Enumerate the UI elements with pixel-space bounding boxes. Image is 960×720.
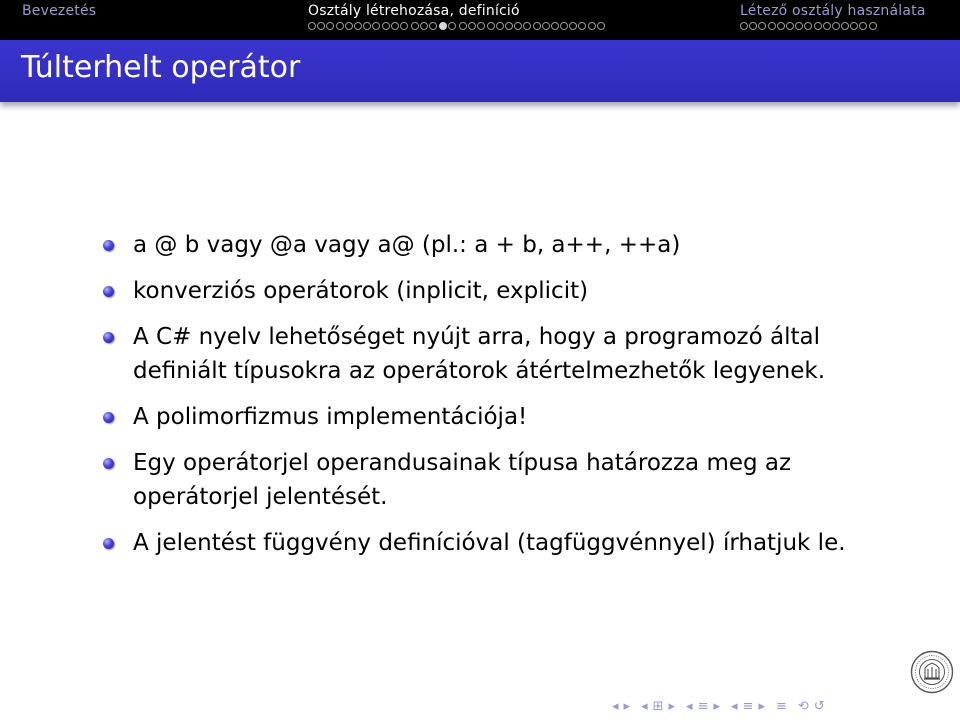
- frame-dot[interactable]: [560, 22, 568, 30]
- next-frame-icon[interactable]: ▸: [623, 699, 631, 714]
- frame-dot[interactable]: [786, 22, 794, 30]
- frame-dot[interactable]: [420, 22, 428, 30]
- frame-dot[interactable]: [496, 22, 504, 30]
- frame-dot[interactable]: [400, 22, 408, 30]
- frame-dot[interactable]: [391, 22, 399, 30]
- prev-subsection-icon[interactable]: ◂: [641, 699, 648, 714]
- prev-subsection-list-icon[interactable]: ◂: [731, 699, 738, 714]
- nav-section-bevezetes[interactable]: [22, 0, 262, 40]
- frame-dot[interactable]: [588, 22, 596, 30]
- prev-section-icon[interactable]: ◂: [686, 699, 693, 714]
- next-subsection-icon[interactable]: ▸: [668, 699, 676, 714]
- frame-dot[interactable]: [429, 22, 437, 30]
- nav-section-title[interactable]: Bevezetés: [22, 3, 97, 19]
- frame-title: Túlterhelt operátor: [21, 50, 301, 85]
- frame-dot[interactable]: [411, 22, 419, 30]
- bullet-text: konverziós operátorok (inplicit, explicit): [133, 278, 589, 304]
- frame-icon[interactable]: ⊞: [652, 699, 664, 714]
- frame-dot[interactable]: [505, 22, 513, 30]
- frame-dot[interactable]: [317, 22, 325, 30]
- back-icon[interactable]: ⟲: [797, 699, 809, 714]
- frame-dot[interactable]: [514, 22, 522, 30]
- frame-dot[interactable]: [804, 22, 812, 30]
- frame-dot[interactable]: [841, 22, 849, 30]
- bullet-item: [103, 228, 923, 262]
- frame-dot[interactable]: [363, 22, 371, 30]
- bullet-ball-icon: [103, 458, 114, 469]
- frame-dot[interactable]: [477, 22, 485, 30]
- frame-dot[interactable]: [814, 22, 822, 30]
- frame-dot[interactable]: [336, 22, 344, 30]
- frame-progress-dots[interactable]: [740, 22, 877, 32]
- frame-dot[interactable]: [869, 22, 877, 30]
- frame-dot[interactable]: [487, 22, 495, 30]
- frame-dot[interactable]: [382, 22, 390, 30]
- frame-dot[interactable]: [795, 22, 803, 30]
- bullet-item: [103, 274, 923, 308]
- frame-dot[interactable]: [758, 22, 766, 30]
- bullet-text: A C# nyelv lehetőséget nyújt arra, hogy a programozó által: [133, 324, 820, 350]
- frame-dot[interactable]: [345, 22, 353, 30]
- frame-dot[interactable]: [551, 22, 559, 30]
- frame-dot[interactable]: [777, 22, 785, 30]
- frame-progress-dots[interactable]: [308, 22, 605, 32]
- bullet-ball-icon: [103, 538, 114, 549]
- navigation-bar: [0, 0, 960, 40]
- frame-dot[interactable]: [523, 22, 531, 30]
- bullet-item: [103, 320, 923, 388]
- frame-dot[interactable]: [308, 22, 316, 30]
- frame-dot[interactable]: [578, 22, 586, 30]
- frame-dot[interactable]: [326, 22, 334, 30]
- frame-dot[interactable]: [569, 22, 577, 30]
- search-icon[interactable]: ↺: [813, 699, 825, 714]
- frame-dot[interactable]: [354, 22, 362, 30]
- frame-dot[interactable]: [749, 22, 757, 30]
- current-frame-dot[interactable]: [439, 22, 447, 30]
- frame-dot[interactable]: [468, 22, 476, 30]
- nav-section-letezo-osztaly[interactable]: [740, 0, 950, 40]
- frame-dot[interactable]: [597, 22, 605, 30]
- prev-frame-icon[interactable]: ◂: [612, 699, 619, 714]
- bullet-ball-icon: [103, 332, 114, 343]
- bullet-text-continued: definiált típusokra az operátorok átértelmezhetők legyenek.: [133, 358, 826, 384]
- next-subsection-list-icon[interactable]: ▸: [758, 699, 765, 714]
- next-section-icon[interactable]: ▸: [713, 699, 720, 714]
- bullet-text-continued: operátorjel jelentését.: [133, 484, 388, 510]
- nav-section-title[interactable]: Létező osztály használata: [740, 3, 926, 19]
- section-icon[interactable]: ≡: [697, 699, 709, 714]
- frame-dot[interactable]: [768, 22, 776, 30]
- frame-dot[interactable]: [459, 22, 467, 30]
- document-icon[interactable]: ≡: [775, 699, 787, 714]
- bullet-text: A polimorfizmus implementációja!: [133, 404, 528, 430]
- beamer-navigation-symbols: [612, 697, 957, 717]
- frame-dot[interactable]: [533, 22, 541, 30]
- nav-section-osztaly-letrehozasa[interactable]: [308, 0, 608, 40]
- bullet-text: A jelentést függvény definícióval (tagfüggvénnyel) írhatjuk le.: [133, 530, 846, 556]
- frame-dot[interactable]: [372, 22, 380, 30]
- bullet-text: a @ b vagy @a vagy a@ (pl.: a + b, a++, ++a): [133, 232, 681, 258]
- bullet-item: [103, 446, 923, 514]
- frame-dot[interactable]: [859, 22, 867, 30]
- bullet-ball-icon: [103, 286, 114, 297]
- bullet-item: [103, 526, 923, 560]
- bullet-ball-icon: [103, 240, 114, 251]
- frame-dot[interactable]: [448, 22, 456, 30]
- bullet-list: [103, 228, 923, 572]
- subsection-list-icon[interactable]: ≡: [742, 699, 754, 714]
- frame-dot[interactable]: [832, 22, 840, 30]
- bullet-ball-icon: [103, 412, 114, 423]
- frame-dot[interactable]: [542, 22, 550, 30]
- frame-dot[interactable]: [740, 22, 748, 30]
- bullet-text: Egy operátorjel operandusainak típusa határozza meg az: [133, 450, 792, 476]
- frame-dot[interactable]: [823, 22, 831, 30]
- frame-dot[interactable]: [850, 22, 858, 30]
- nav-section-title[interactable]: Osztály létrehozása, definíció: [308, 3, 520, 19]
- university-seal-icon: [910, 650, 954, 694]
- bullet-item: [103, 400, 923, 434]
